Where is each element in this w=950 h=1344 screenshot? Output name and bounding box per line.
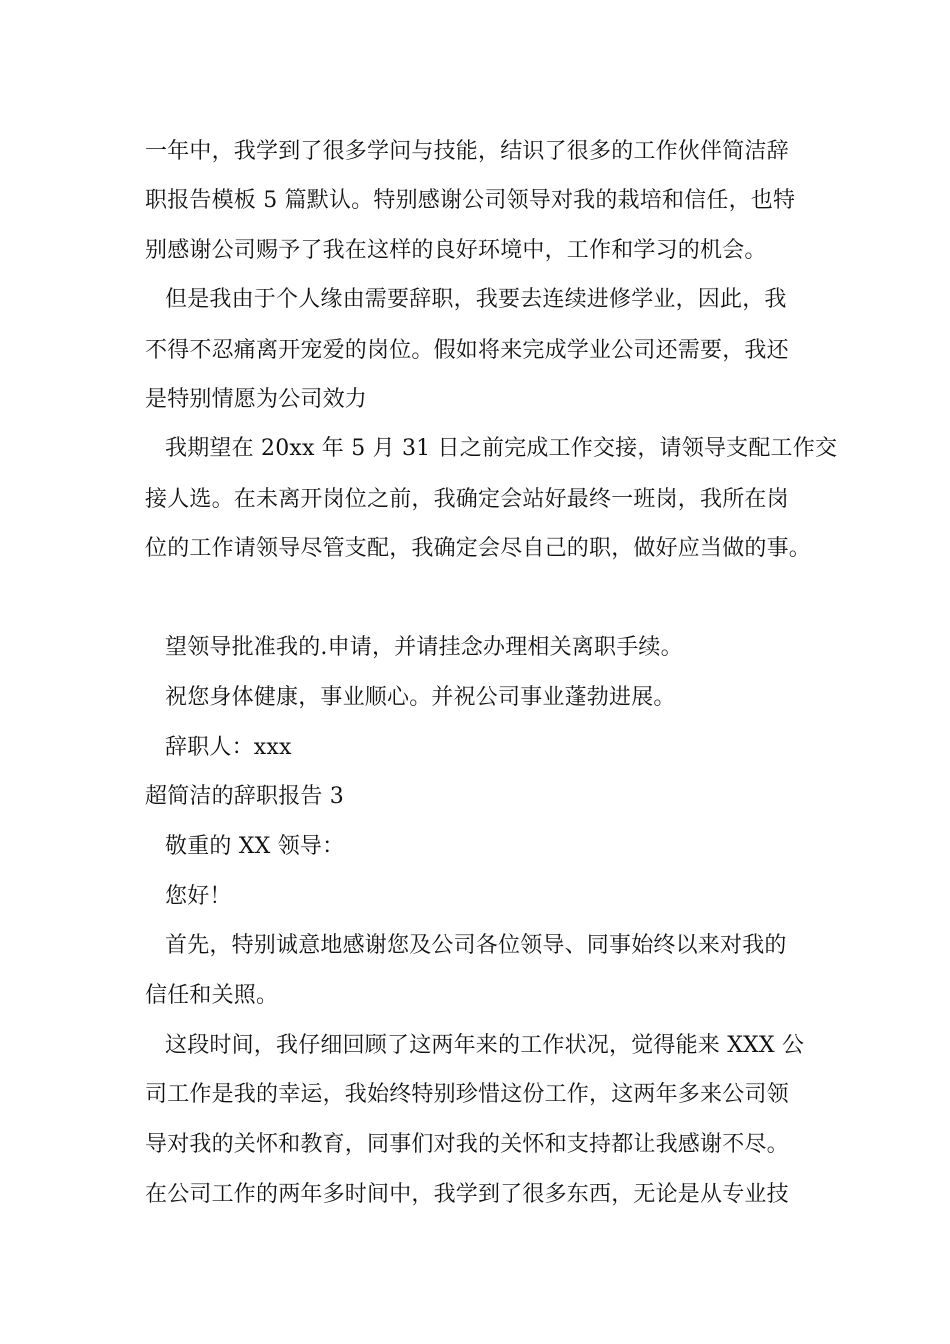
signature-line: 辞职人：xxx [165, 735, 292, 760]
body-text-line: 信任和关照。 [145, 983, 279, 1008]
wishes-line: 祝您身体健康，事业顺心。并祝公司事业蓬勃进展。 [165, 685, 676, 710]
body-text-line: 司工作是我的幸运，我始终特别珍惜这份工作，这两年多来公司领 [145, 1082, 789, 1107]
body-text-line: 是特别情愿为公司效力 [145, 387, 368, 412]
salutation-line: 敬重的 XX 领导： [165, 834, 345, 859]
body-text-line: 职报告模板 5 篇默认。特别感谢公司领导对我的栽培和信任，也特 [145, 188, 796, 213]
paragraph-start-line: 这段时间，我仔细回顾了这两年来的工作状况，觉得能来 XXX 公 [165, 1033, 805, 1058]
body-text-line: 导对我的关怀和教育，同事们对我的关怀和支持都让我感谢不尽。 [145, 1132, 789, 1157]
greeting-line: 您好！ [165, 884, 232, 909]
body-text-line: 不得不忍痛离开宠爱的岗位。假如将来完成学业公司还需要，我还 [145, 338, 789, 363]
section-heading: 超简洁的辞职报告 3 [145, 784, 344, 809]
body-text-line: 一年中，我学到了很多学问与技能，结识了很多的工作伙伴简洁辞 [145, 139, 789, 164]
body-text-line: 接人选。在未离开岗位之前，我确定会站好最终一班岗，我所在岗 [145, 487, 789, 512]
body-text-line: 在公司工作的两年多时间中，我学到了很多东西，无论是从专业技 [145, 1182, 789, 1207]
paragraph-start-line: 我期望在 20xx 年 5 月 31 日之前完成工作交接，请领导支配工作交 [165, 436, 838, 461]
paragraph-start-line: 首先，特别诚意地感谢您及公司各位领导、同事始终以来对我的 [165, 933, 787, 958]
body-text-line: 位的工作请领导尽管支配，我确定会尽自己的职，做好应当做的事。 [145, 536, 812, 561]
body-text-line: 别感谢公司赐予了我在这样的良好环境中，工作和学习的机会。 [145, 238, 767, 263]
request-line: 望领导批准我的.申请，并请挂念办理相关离职手续。 [165, 635, 683, 660]
paragraph-start-line: 但是我由于个人缘由需要辞职，我要去连续进修学业，因此，我 [165, 287, 787, 312]
